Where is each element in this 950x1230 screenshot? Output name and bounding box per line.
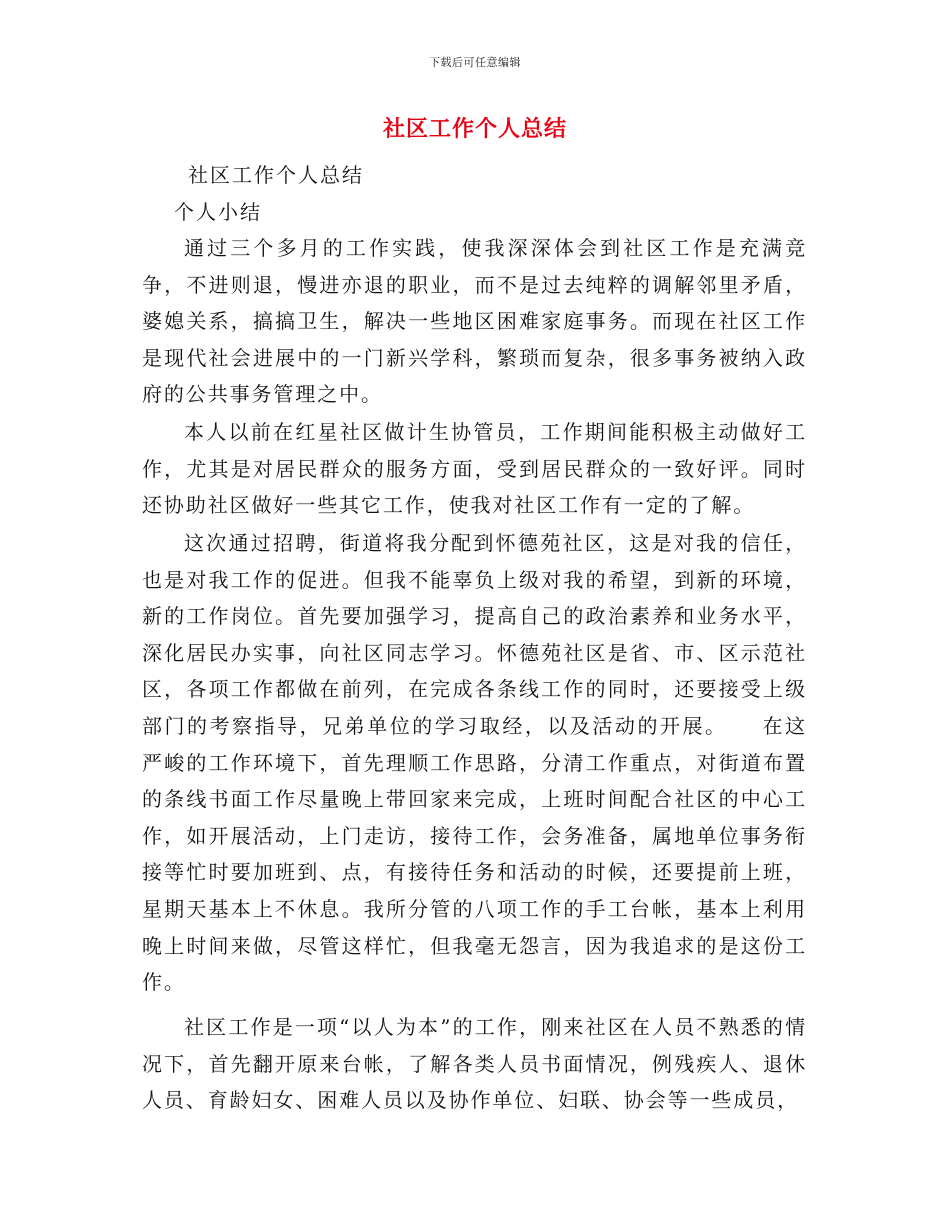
paragraph-4: 社区工作是一项“以人为本”的工作，刚来社区在人员不熟悉的情况下，首先翻开原来台帐，了解各类人员书面情况，例残疾人、退休人员、育龄妇女、困难人员以及协作单位、妇联、协会等一些成员， bbox=[142, 1015, 807, 1113]
document-subtitle: 社区工作个人总结 bbox=[188, 163, 364, 187]
paragraph-3: 这次通过招聘，街道将我分配到怀德苑社区，这是对我的信任，也是对我工作的促进。但我不能辜负上级对我的希望，到新的环境，新的工作岗位。首先要加强学习，提高自己的政治素养和业务水平，深化居民办实事，向社区同志学习。怀德苑社区是省、市、区示范社区，各项工作都做在前列，在完成各条线工作的同时，还要接受上级部门的考察指导，兄弟单位的学习取经，以及活动的开展。 在这严峻的工作环境下，首先理顺工作思路，分清工作重点，对街道布置的条线书面工作尽量晚上带回家来完成，上班时间配合社区的中心工作，如开展活动，上门走访，接待工作，会务准备，属地单位事务衔接等忙时要加班到、点，有接待任务和活动的时候，还要提前上班，星期天基本上不休息。我所分管的八项工作的手工台帐，基本上利用晚上时间来做，尽管这样忙，但我毫无怨言，因为我追求的是这份工作。 bbox=[142, 531, 807, 995]
section-heading: 个人小结 bbox=[174, 200, 262, 224]
paragraph-1: 通过三个多月的工作实践，使我深深体会到社区工作是充满竞争，不进则退，慢进亦退的职业，而不是过去纯粹的调解邻里矛盾，婆媳关系，搞搞卫生，解决一些地区困难家庭事务。而现在社区工作是现代社会进展中的一门新兴学科，繁琐而复杂，很多事务被纳入政府的公共事务管理之中。 bbox=[142, 236, 807, 407]
document-title: 社区工作个人总结 bbox=[382, 117, 567, 142]
header-note: 下载后可任意编辑 bbox=[429, 56, 521, 69]
paragraph-2: 本人以前在红星社区做计生协管员，工作期间能积极主动做好工作，尤其是对居民群众的服务方面，受到居民群众的一致好评。同时还协助社区做好一些其它工作，使我对社区工作有一定的了解。 bbox=[142, 420, 807, 518]
